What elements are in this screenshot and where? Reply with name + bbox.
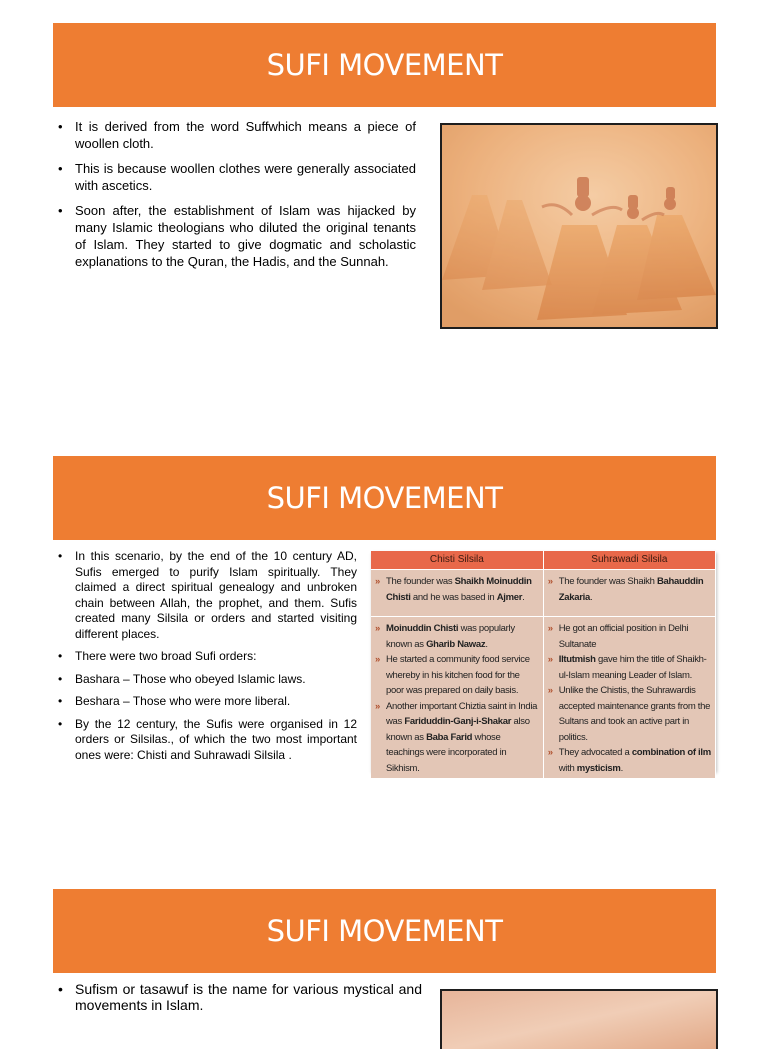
table-point: » Another important Chiztia saint in India was Fariduddin-Ganj-i-Shakar also known as Baba Farid whose teachings were incorporated in Sikhism. [375,699,539,777]
slide-2-title-banner [53,456,716,540]
bullet-item: • Beshara – Those who were more liberal. [55,694,357,710]
table-cell [371,617,543,779]
bullet-item: • Sufism or tasawuf is the name for various mystical and movements in Islam. [55,981,422,1013]
table-point: » Moinuddin Chisti was popularly known as Gharib Nawaz. [375,621,539,652]
slide-1-title: SUFI MOVEMENT [266,48,503,82]
table-header-suhrawadi: Suhrawadi Silsila [543,551,715,570]
bullet-item: • In this scenario, by the end of the 10 century AD, Sufis emerged to purify Islam spiritually. They claimed a direct spiritual genealogy and unbroken chain between Allah, the prophet, and them. Sufis created many Silsila or orders and started visiting different places. [55,549,357,642]
table-cell [543,617,715,779]
table-point: » Unlike the Chistis, the Suhrawardis accepted maintenance grants from the Sultans and took an active part in politics. [548,683,711,745]
bullet-item: • There were two broad Sufi orders: [55,649,357,665]
table-cell [371,570,543,617]
slide-1-title-banner [53,23,716,107]
slide-3-title-banner [53,889,716,973]
table-point: » He started a community food service whereby in his kitchen food for the poor was prepared on daily basis. [375,652,539,699]
table-point: » He got an official position in Delhi Sultanate [548,621,711,652]
bullet-item: • Soon after, the establishment of Islam was hijacked by many Islamic theologians who diluted the original tenants of Islam. They started to give dogmatic and scholastic explanations to the Quran, the Hadis, and the Sunnah. [55,202,416,270]
bullet-item: • It is derived from the word Suffwhich means a piece of woollen cloth. [55,118,416,152]
bullet-item: • This is because woollen clothes were generally associated with ascetics. [55,160,416,194]
slide-3-bullet-list [55,981,422,1013]
table-header-chisti: Chisti Silsila [371,551,543,570]
slide-2-title: SUFI MOVEMENT [266,481,503,515]
whirling-dervishes-painting [440,123,718,329]
bullet-item: • Bashara – Those who obeyed Islamic laws. [55,672,357,688]
table-cell [543,570,715,617]
slide-1-bullet-list [55,118,416,278]
table-point: » They advocated a combination of ilm with mysticism. [548,745,711,776]
table-point: » The founder was Shaikh Bahauddin Zakaria. [548,574,711,605]
sufi-painting-partial [440,989,718,1049]
table-point: » The founder was Shaikh Moinuddin Chisti and he was based in Ajmer. [375,574,539,605]
slide-2-bullet-list [55,549,357,770]
silsila-comparison-table [371,551,716,778]
slide-3-title: SUFI MOVEMENT [266,914,503,948]
bullet-item: • By the 12 century, the Sufis were organised in 12 orders or Silsilas., of which the two most important ones were: Chisti and Suhrawadi Silsila . [55,717,357,764]
table-point: » Iltutmish gave him the title of Shaikh-ul-Islam meaning Leader of Islam. [548,652,711,683]
